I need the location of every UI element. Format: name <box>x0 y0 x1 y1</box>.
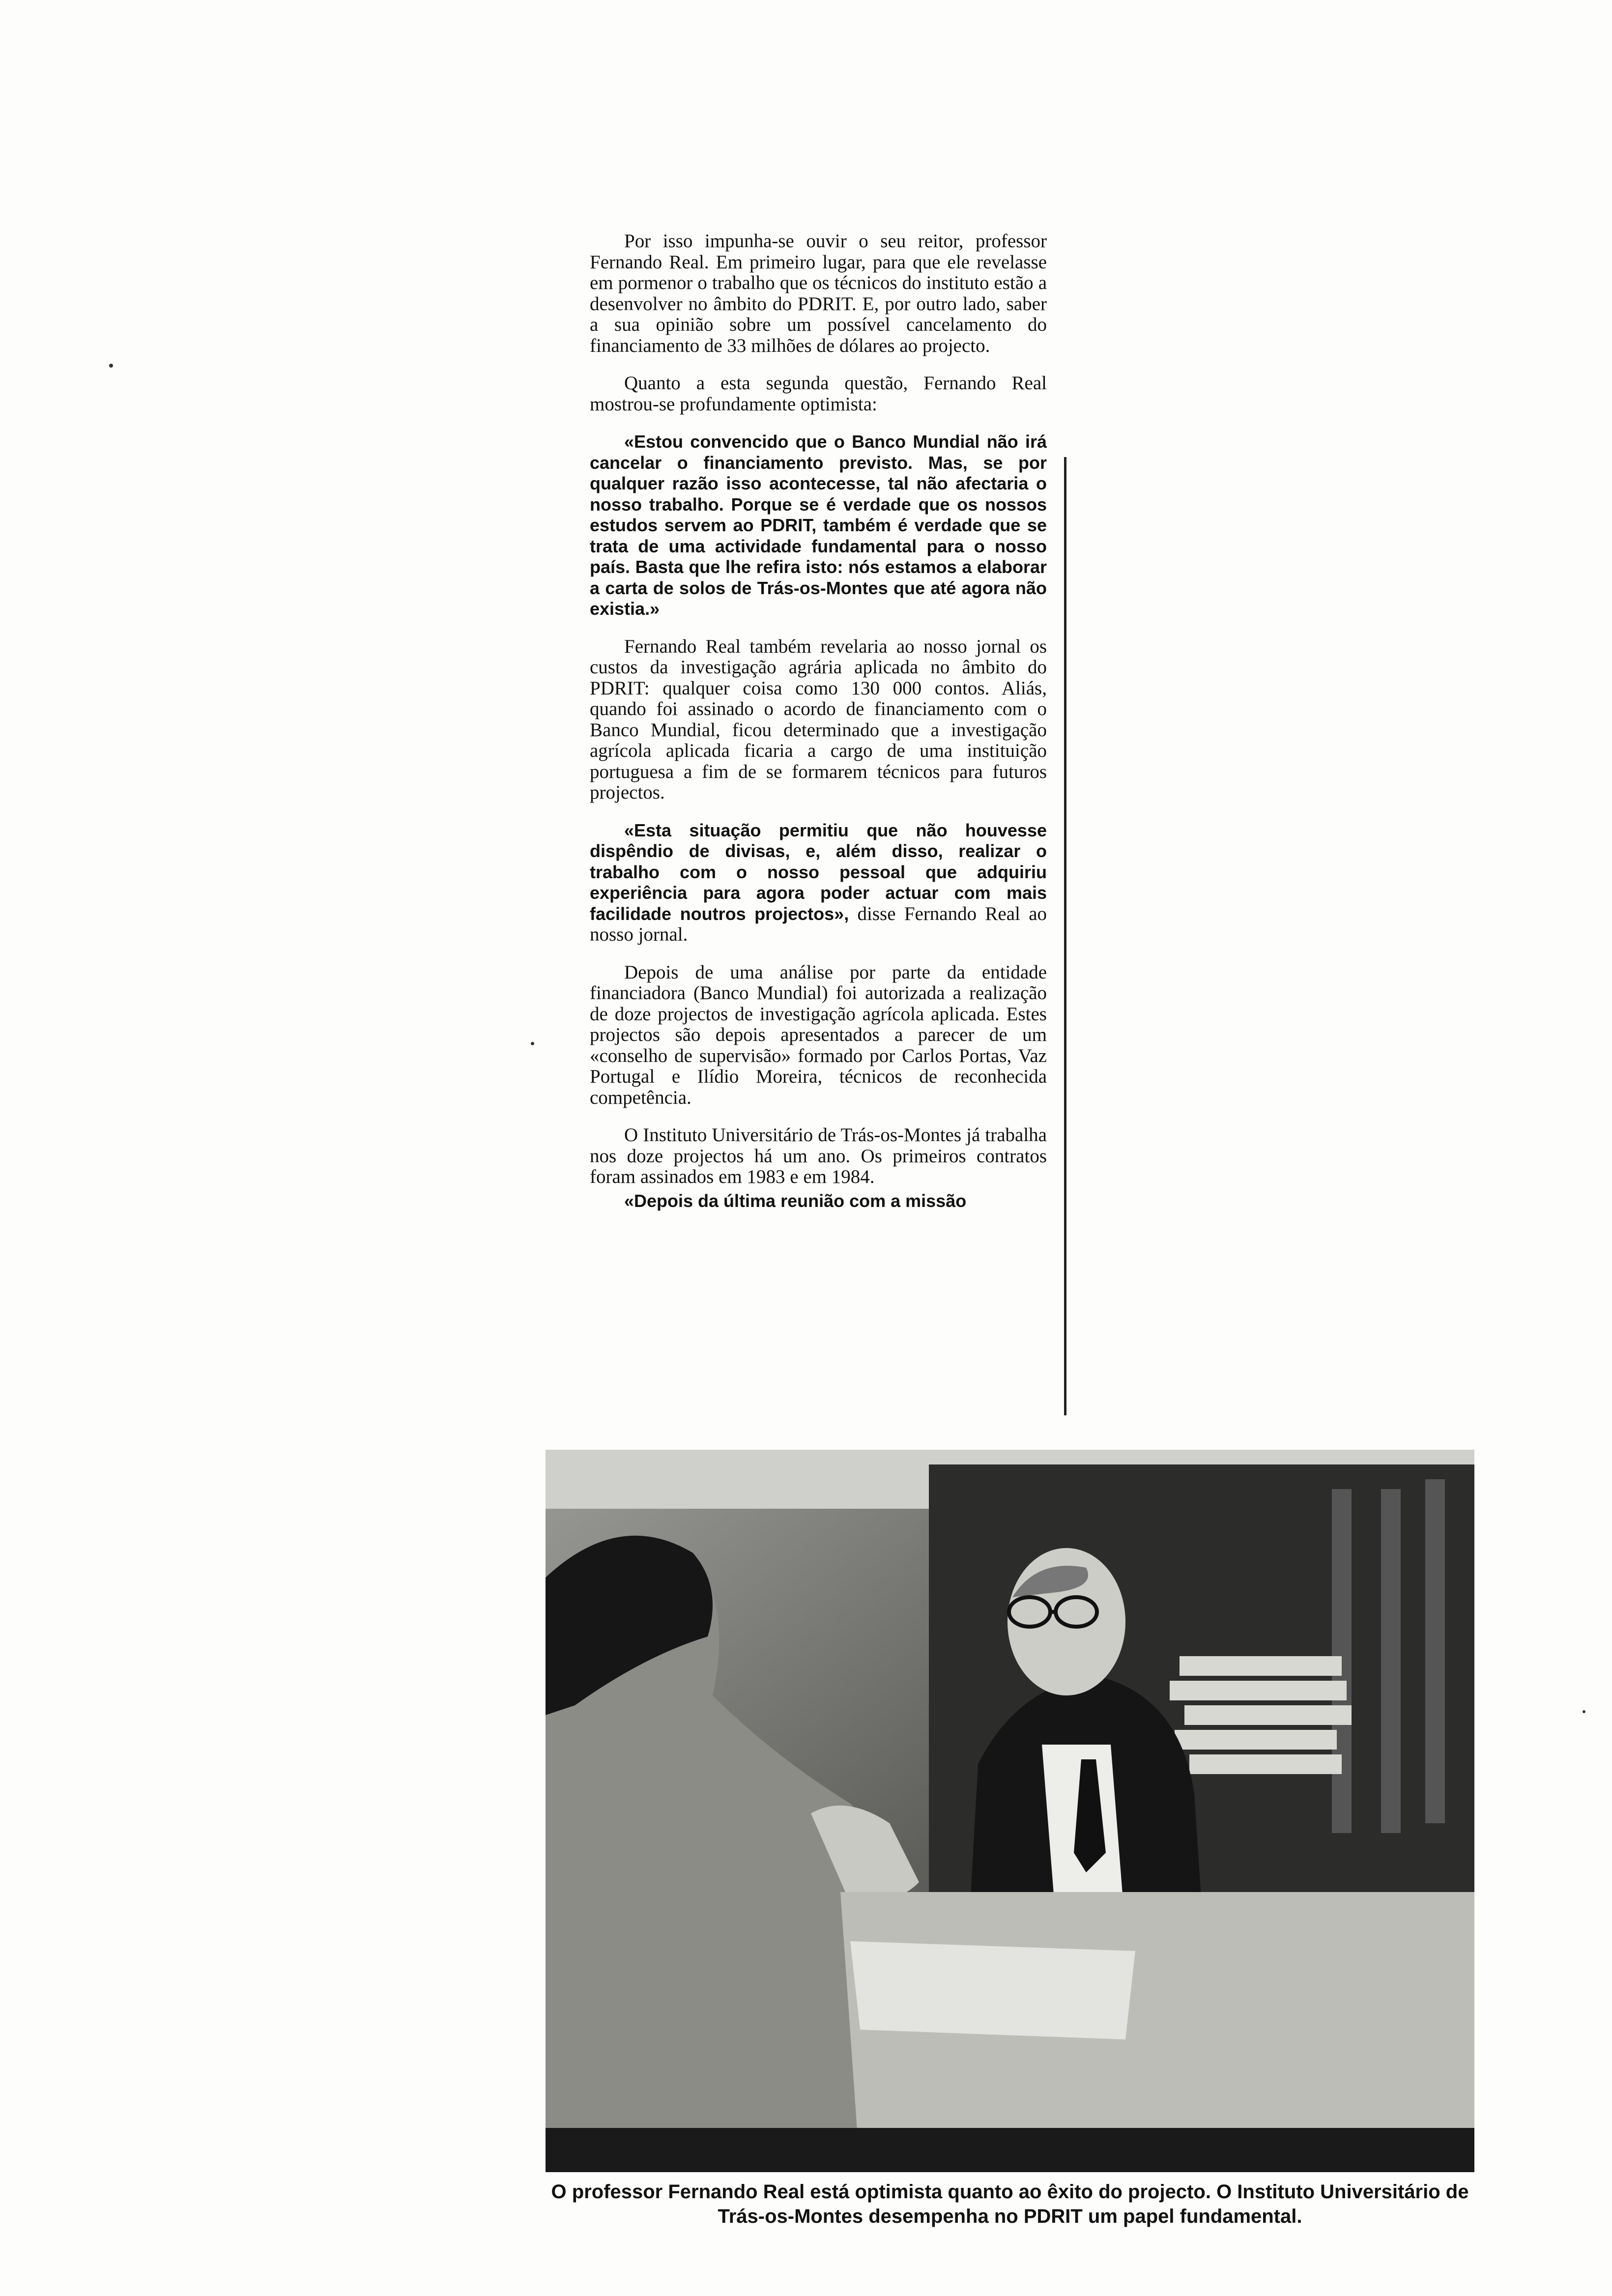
paragraph-6-text: Depois de uma análise por parte da entidade financiadora (Banco Mundial) foi autorizada a realização de doze projectos de investigação agrícola aplicada. Estes projectos são depois apresentados a parecer de um «conselho de supervisão» formado por Carlos Portas, Vaz Portugal e Ilídio Moreira, técnicos de reconhecida competência. <box>590 961 1047 1108</box>
paragraph-8-text: «Depois da última reunião com a missão <box>624 1190 967 1211</box>
paragraph-6 <box>590 962 1047 1109</box>
paragraph-1-text: Por isso impunha-se ouvir o seu reitor, professor Fernando Real. Em primeiro lugar, para que ele revelasse em pormenor o trabalho que os técnicos do instituto estão a desenvolver no âmbito do PDRIT. E, por outro lado, saber a sua opinião sobre um possível cancelamento do financiamento de 33 milhões de dólares ao projecto. <box>590 230 1047 356</box>
paragraph-7-text: O Instituto Universitário de Trás-os-Montes já trabalha nos doze projectos há um ano. Os primeiros contratos foram assinados em 1983 e em 1984. <box>590 1124 1047 1187</box>
paragraph-2 <box>590 373 1047 415</box>
photo-caption: O professor Fernando Real está optimista quanto ao êxito do projecto. O Instituto Universitário de Trás-os-Montes desempenha no PDRIT um papel fundamental. <box>551 2181 1469 2227</box>
scan-speck <box>1583 1710 1585 1713</box>
paragraph-4-text: Fernando Real também revelaria ao nosso jornal os custos da investigação agrária aplicada no âmbito do PDRIT: qualquer coisa como 130 000 contos. Aliás, quando foi assinado o acordo de financiamento com o Banco Mundial, ficou determinado que a investigação agrícola aplicada ficaria a cargo de uma instituição portuguesa a fim de se formarem técnicos para futuros projectos. <box>590 635 1047 803</box>
paragraph-2-text: Quanto a esta segunda questão, Fernando Real mostrou-se profundamente optimista: <box>590 373 1047 415</box>
paragraph-1 <box>590 231 1047 356</box>
paragraph-7 <box>590 1125 1047 1188</box>
photo-two-men-at-desk-icon <box>546 1450 1474 2172</box>
quote-1-text: «Estou convencido que o Banco Mundial não irá cancelar o financiamento previsto. Mas, se por qualquer razão isso acontecesse, tal não afectaria o nosso trabalho. Porque se é verdade que os nossos estudos servem ao PDRIT, também é verdade que se trata de uma actividade fundamental para o nosso país. Basta que lhe refira isto: nós estamos a elaborar a carta de solos de Trás-os-Montes que até agora não existia.» <box>590 431 1047 619</box>
paragraph-4 <box>590 636 1047 804</box>
paragraph-5 <box>590 820 1047 946</box>
column-rule <box>1064 457 1066 1415</box>
scan-speck <box>109 364 113 368</box>
quote-paragraph-1 <box>590 431 1047 620</box>
scan-speck <box>531 1042 534 1045</box>
paragraph-8 <box>590 1191 1047 1212</box>
article-column <box>590 231 1047 1228</box>
paragraph-5-text: disse Fernando Real ao nosso jornal. <box>590 903 1047 945</box>
quote-2-text: «Esta situação permitiu que não houvesse dispêndio de divisas, e, além disso, realizar o trabalho com o nosso pessoal que adquiriu experiência para agora poder actuar com mais facilidade noutros projectos», <box>590 820 1047 924</box>
